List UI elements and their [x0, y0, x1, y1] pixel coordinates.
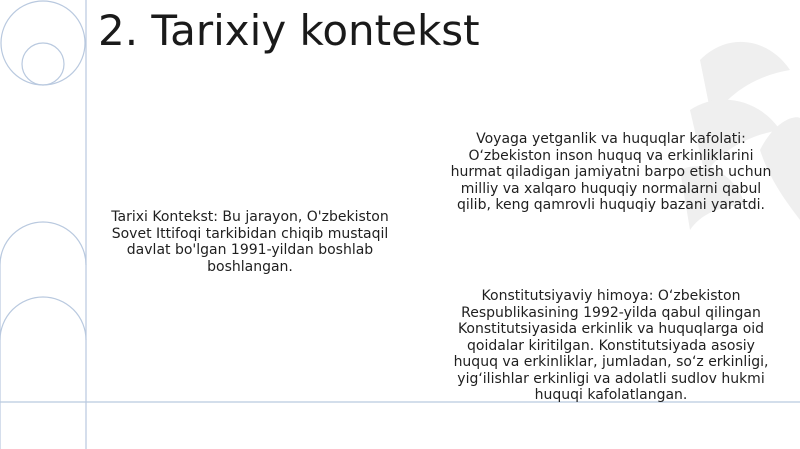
slide-title: 2. Tarixiy kontekst	[98, 6, 480, 55]
right-bottom-text-block: Konstitutsiyaviy himoya: O‘zbekiston Respublikasining 1992-yilda qabul qilingan Konstitutsiyasida erkinlik va huquqlarga oid qoidalar kiritilgan. Konstitutsiyada asosiy huquq va erkinliklar, jumladan, so‘z erkinligi, yig‘ilishlar erkinligi va adolatli sudlov hukmi huquqi kafolatlangan.	[453, 288, 769, 403]
right-top-text-block: Voyaga yetganlik va huquqlar kafolati: O‘zbekiston inson huquq va erkinliklarini hurmat qiladigan jamiyatni barpo etish uchun milliy va xalqaro huquqiy normalarni qabul qilib, keng qamrovli huquqiy bazani yaratdi.	[450, 131, 772, 213]
left-text-block: Tarixi Kontekst: Bu jarayon, O'zbekiston Sovet Ittifoqi tarkibidan chiqib mustaqil davlat bo'lgan 1991-yildan boshlab boshlangan.	[111, 209, 389, 275]
